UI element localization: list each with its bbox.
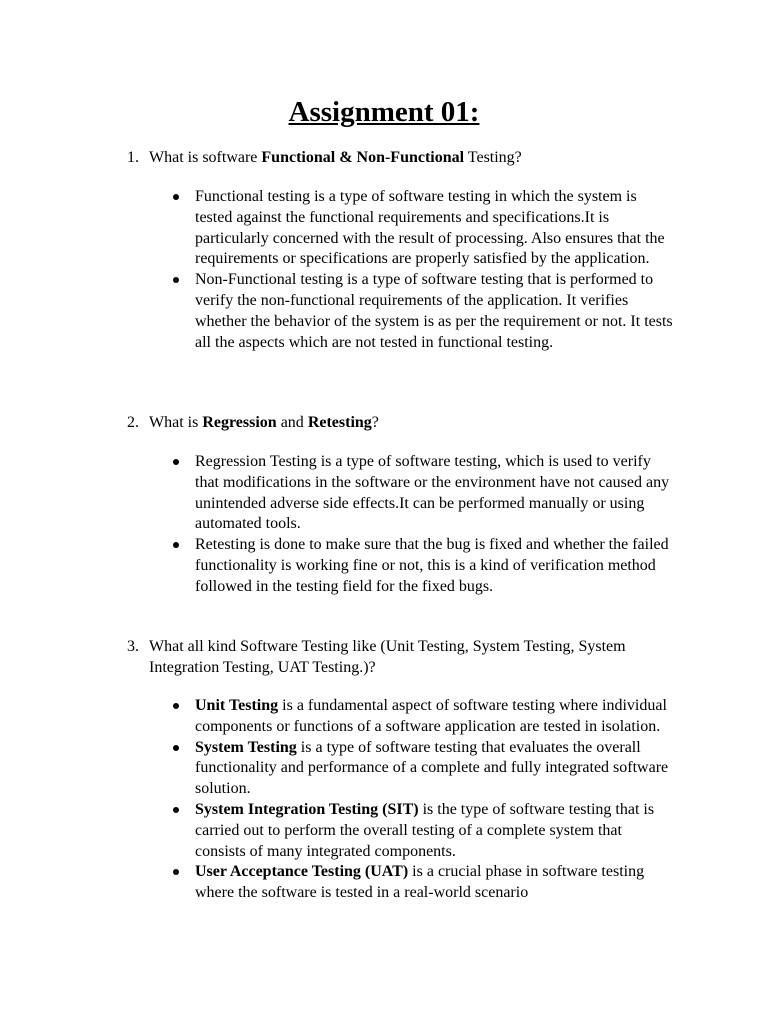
answer-list-1	[195, 187, 675, 353]
question-text: What is software Functional & Non-Functional Testing?	[149, 149, 522, 166]
list-item: Non-Functional testing is a type of software testing that is performed to verify the non-functional requirements of the application. It verifies whether the behavior of the system is as per the requirement or not. It tests all the aspects which are not tested in functional testing.	[195, 270, 675, 353]
question-text: What is Regression and Retesting?	[149, 414, 379, 431]
answer-list-3	[195, 696, 675, 904]
bullet-icon	[173, 703, 179, 709]
bullet-icon	[173, 277, 179, 283]
question-number: 2.	[127, 414, 139, 431]
bullet-icon	[173, 194, 179, 200]
bullet-icon	[173, 869, 179, 875]
answer-list-2	[195, 452, 675, 598]
bullet-icon	[173, 542, 179, 548]
question-number: 1.	[127, 149, 139, 166]
document-title: Assignment 01:	[288, 96, 480, 128]
list-item: Unit Testing is a fundamental aspect of software testing where individual components or functions of a software application are tested in isolation.	[195, 696, 675, 738]
question-2	[127, 412, 667, 433]
question-number: 3.	[127, 638, 139, 655]
question-text: What all kind Software Testing like (Unit Testing, System Testing, System Integration Testing, UAT Testing.)?	[149, 638, 626, 676]
question-3	[127, 636, 647, 678]
list-item: System Integration Testing (SIT) is the type of software testing that is carried out to perform the overall testing of a complete system that consists of many integrated components.	[195, 800, 675, 862]
list-item: System Testing is a type of software testing that evaluates the overall functionality and performance of a complete and fully integrated software solution.	[195, 738, 675, 800]
bullet-icon	[173, 459, 179, 465]
list-item: Functional testing is a type of software testing in which the system is tested against the functional requirements and specifications.It is particularly concerned with the result of processing. Also ensures that the requirements or specifications are properly satisfied by the application.	[195, 187, 675, 270]
bullet-icon	[173, 807, 179, 813]
list-item: User Acceptance Testing (UAT) is a crucial phase in software testing where the software is tested in a real-world scenario	[195, 862, 675, 904]
bullet-icon	[173, 745, 179, 751]
list-item: Regression Testing is a type of software testing, which is used to verify that modifications in the software or the environment have not caused any unintended adverse side effects.It can be performed manually or using automated tools.	[195, 452, 675, 535]
question-1	[127, 147, 667, 168]
list-item: Retesting is done to make sure that the bug is fixed and whether the failed functionality is working fine or not, this is a kind of verification method followed in the testing field for the fixed bugs.	[195, 535, 675, 597]
